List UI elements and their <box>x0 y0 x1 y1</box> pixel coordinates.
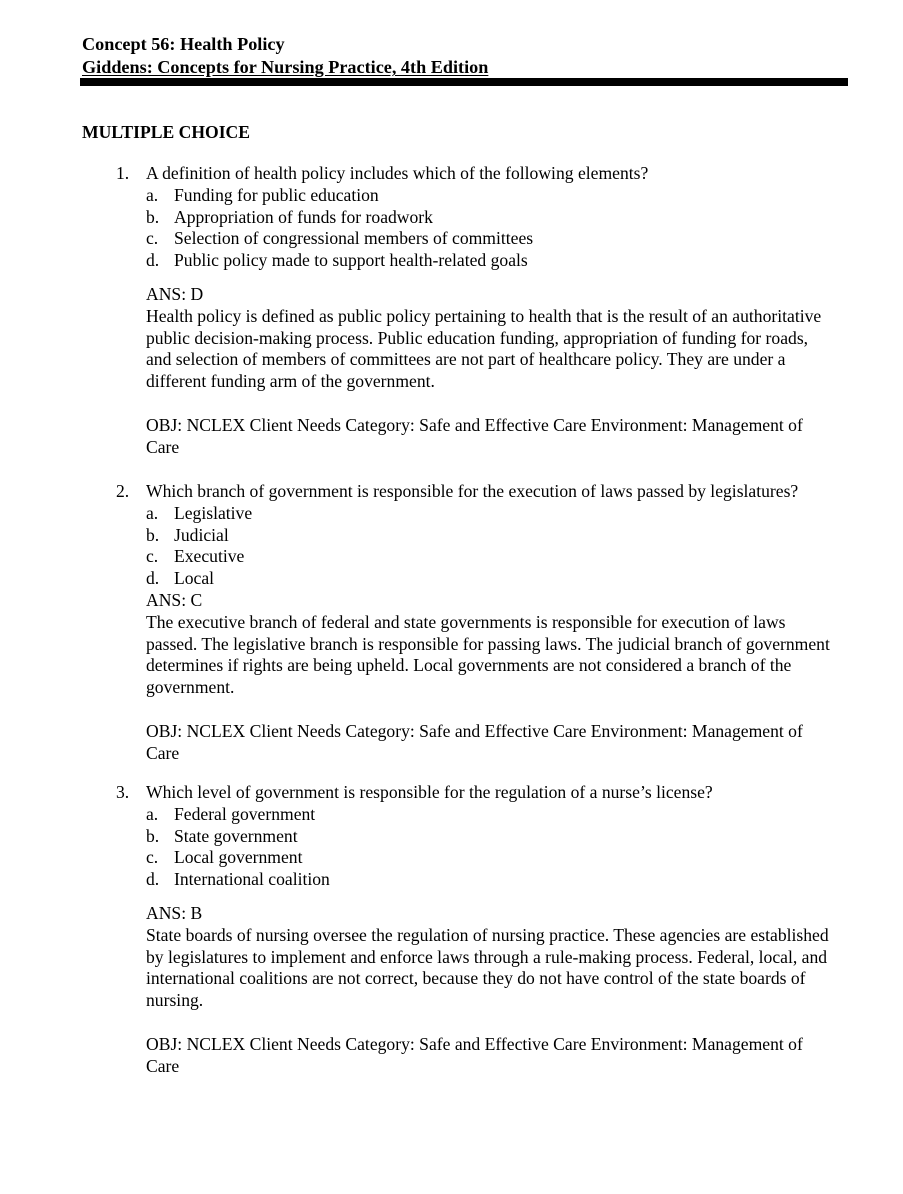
choice-b <box>146 826 846 848</box>
choice-a <box>146 185 846 207</box>
section-title: MULTIPLE CHOICE <box>82 122 250 142</box>
choice-a <box>146 503 846 525</box>
choice-text: Judicial <box>174 524 229 545</box>
choice-list <box>146 804 846 891</box>
choice-d <box>146 568 846 590</box>
header-rule <box>80 78 848 86</box>
choice-text: International coalition <box>174 869 330 890</box>
choice-text: Selection of congressional members of committees <box>174 228 534 249</box>
choice-a <box>146 804 846 826</box>
choice-letter: c. <box>146 228 159 249</box>
choice-c <box>146 228 846 250</box>
objective: OBJ: NCLEX Client Needs Category: Safe and Effective Care Environment: Management of Care <box>146 1033 803 1076</box>
question-stem: Which level of government is responsible for the regulation of a nurse’s license? <box>146 782 713 802</box>
choice-text: Public policy made to support health-related goals <box>174 250 528 271</box>
rationale: Health policy is defined as public policy pertaining to health that is the result of an authoritative public decision-making process. Public education funding, appropriation of funding for roads, and selection of members of committees are not part of healthcare policy. They are under a different funding arm of the government. <box>146 305 822 392</box>
choice-letter: b. <box>146 825 160 846</box>
choice-text: Appropriation of funds for roadwork <box>174 206 433 227</box>
question-3 <box>116 782 846 1078</box>
question-stem: Which branch of government is responsible for the execution of laws passed by legislatures? <box>146 481 799 501</box>
choice-b <box>146 207 846 229</box>
choice-letter: d. <box>146 869 160 890</box>
book-title: Giddens: Concepts for Nursing Practice, 4th Edition <box>82 57 489 77</box>
choice-text: State government <box>174 825 298 846</box>
choice-letter: d. <box>146 250 160 271</box>
choice-text: Federal government <box>174 803 316 824</box>
choice-letter: a. <box>146 502 159 523</box>
answer-key: ANS: D <box>146 283 204 304</box>
choice-letter: d. <box>146 568 160 589</box>
choice-text: Executive <box>174 546 245 567</box>
choice-letter: a. <box>146 803 159 824</box>
choice-text: Local government <box>174 847 303 868</box>
choice-letter: b. <box>146 206 160 227</box>
choice-list <box>146 185 846 272</box>
document-header <box>82 33 488 79</box>
rationale: The executive branch of federal and state governments is responsible for execution of laws passed. The legislative branch is responsible for passing laws. The judicial branch of government determines if rights are being upheld. Local governments are not considered a branch of the government. <box>146 611 830 698</box>
rationale: State boards of nursing oversee the regulation of nursing practice. These agencies are established by legislatures to implement and enforce laws through a rule-making process. Federal, local, and international coalitions are not correct, because they do not have control of the state boards of nursing. <box>146 924 829 1011</box>
choice-letter: b. <box>146 524 160 545</box>
choice-c <box>146 546 846 568</box>
question-number: 3. <box>116 782 130 802</box>
answer-key: ANS: B <box>146 902 203 923</box>
choice-text: Local <box>174 568 215 589</box>
answer-key: ANS: C <box>146 589 203 610</box>
question-1 <box>116 163 846 459</box>
choice-text: Legislative <box>174 502 253 523</box>
choice-list <box>146 503 846 590</box>
choice-b <box>146 525 846 547</box>
question-2 <box>116 481 846 765</box>
objective: OBJ: NCLEX Client Needs Category: Safe and Effective Care Environment: Management of Care <box>146 720 803 763</box>
choice-d <box>146 250 846 272</box>
chapter-title: Concept 56: Health Policy <box>82 34 285 54</box>
choice-text: Funding for public education <box>174 184 379 205</box>
choice-letter: a. <box>146 184 159 205</box>
question-number: 1. <box>116 163 130 183</box>
objective: OBJ: NCLEX Client Needs Category: Safe and Effective Care Environment: Management of Care <box>146 414 803 457</box>
choice-d <box>146 869 846 891</box>
question-number: 2. <box>116 481 130 501</box>
choice-letter: c. <box>146 546 159 567</box>
choice-c <box>146 847 846 869</box>
choice-letter: c. <box>146 847 159 868</box>
question-stem: A definition of health policy includes which of the following elements? <box>146 163 649 183</box>
